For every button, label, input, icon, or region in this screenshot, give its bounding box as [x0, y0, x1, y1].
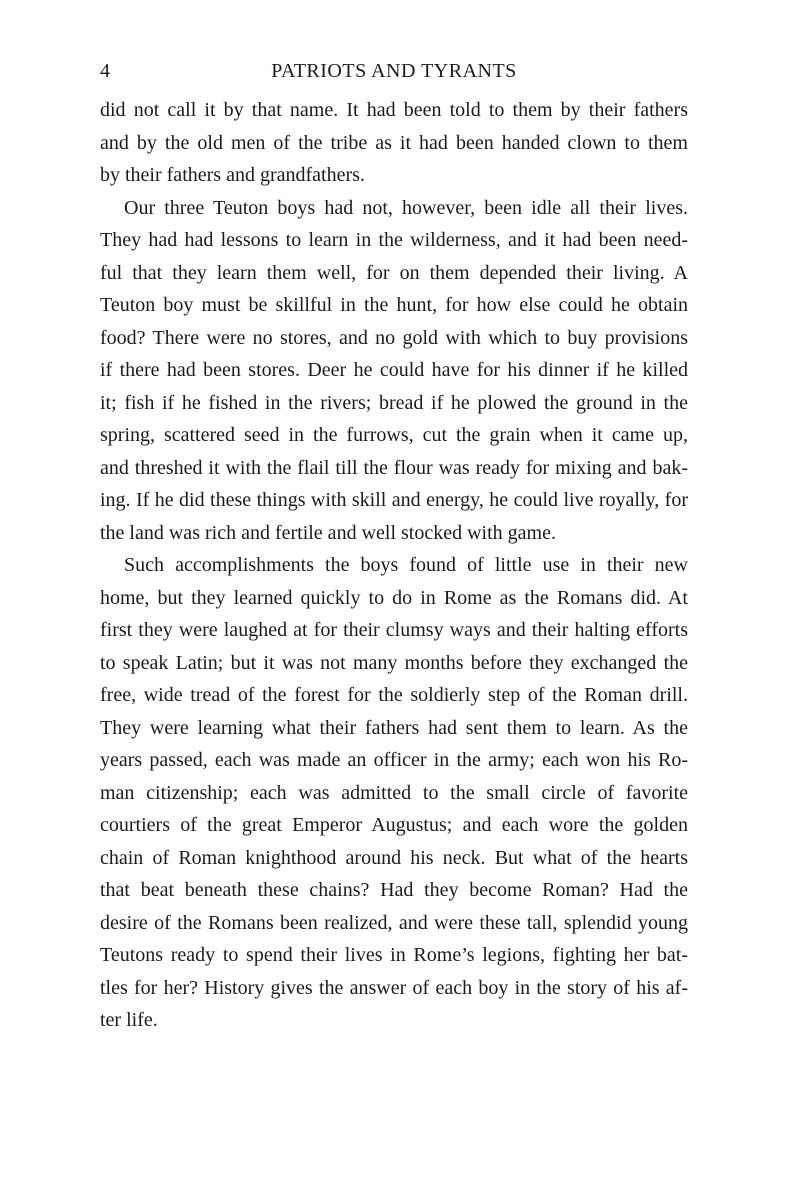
text-line: if there had been stores. Deer he could have for his dinner if he killed — [100, 359, 688, 381]
text-line: home, but they learned quickly to do in Rome as the Romans did. At — [100, 586, 688, 609]
paragraph — [100, 549, 688, 1037]
text-line: Teutons ready to spend their lives in Rome’s legions, fighting her bat- — [100, 944, 688, 966]
text-line: did not call it by that name. It had been told to them by their fathers — [100, 99, 688, 121]
paragraph — [100, 192, 688, 550]
text-line: chain of Roman knighthood around his neck. But what of the hearts — [100, 846, 688, 869]
body-text — [100, 94, 688, 1037]
text-line: it; fish if he fished in the rivers; bread if he plowed the ground in the — [100, 391, 688, 414]
text-line: first they were laughed at for their clumsy ways and their halting efforts — [100, 619, 688, 641]
text-line: ing. If he did these things with skill and energy, he could live royally, for — [100, 489, 688, 511]
text-line: to speak Latin; but it was not many months before they exchanged the — [100, 651, 688, 674]
text-line: ter life. — [100, 1009, 158, 1031]
text-line: years passed, each was made an officer in the army; each won his Ro- — [100, 749, 688, 771]
text-line: They had had lessons to learn in the wilderness, and it had been need- — [100, 229, 688, 251]
text-line: ful that they learn them well, for on them depended their living. A — [100, 261, 688, 284]
text-line: spring, scattered seed in the furrows, cut the grain when it came up, — [100, 424, 688, 446]
running-head — [100, 56, 688, 86]
text-line: tles for her? History gives the answer of each boy in the story of his af- — [100, 976, 688, 999]
text-line: and by the old men of the tribe as it had been handed clown to them — [100, 131, 688, 154]
text-line: man citizenship; each was admitted to the small circle of favorite — [100, 781, 688, 804]
text-line: by their fathers and grandfathers. — [100, 164, 365, 186]
page-number: 4 — [100, 60, 110, 82]
text-line: They were learning what their fathers had sent them to learn. As the — [100, 716, 688, 739]
text-line: free, wide tread of the forest for the soldierly step of the Roman drill. — [100, 684, 688, 706]
text-line: Our three Teuton boys had not, however, been idle all their lives. — [124, 196, 688, 219]
text-line: Teuton boy must be skillful in the hunt, for how else could he obtain — [100, 294, 688, 316]
text-line: that beat beneath these chains? Had they become Roman? Had the — [100, 879, 688, 901]
book-title: PATRIOTS AND TYRANTS — [271, 60, 517, 82]
text-line: the land was rich and fertile and well stocked with game. — [100, 521, 556, 544]
text-line: courtiers of the great Emperor Augustus; and each wore the golden — [100, 814, 688, 836]
text-line: Such accomplishments the boys found of little use in their new — [124, 554, 688, 576]
text-line: food? There were no stores, and no gold with which to buy provisions — [100, 326, 688, 349]
paragraph — [100, 94, 688, 192]
text-line: desire of the Romans been realized, and were these tall, splendid young — [100, 911, 688, 934]
text-line: and threshed it with the flail till the flour was ready for mixing and bak- — [100, 456, 688, 479]
